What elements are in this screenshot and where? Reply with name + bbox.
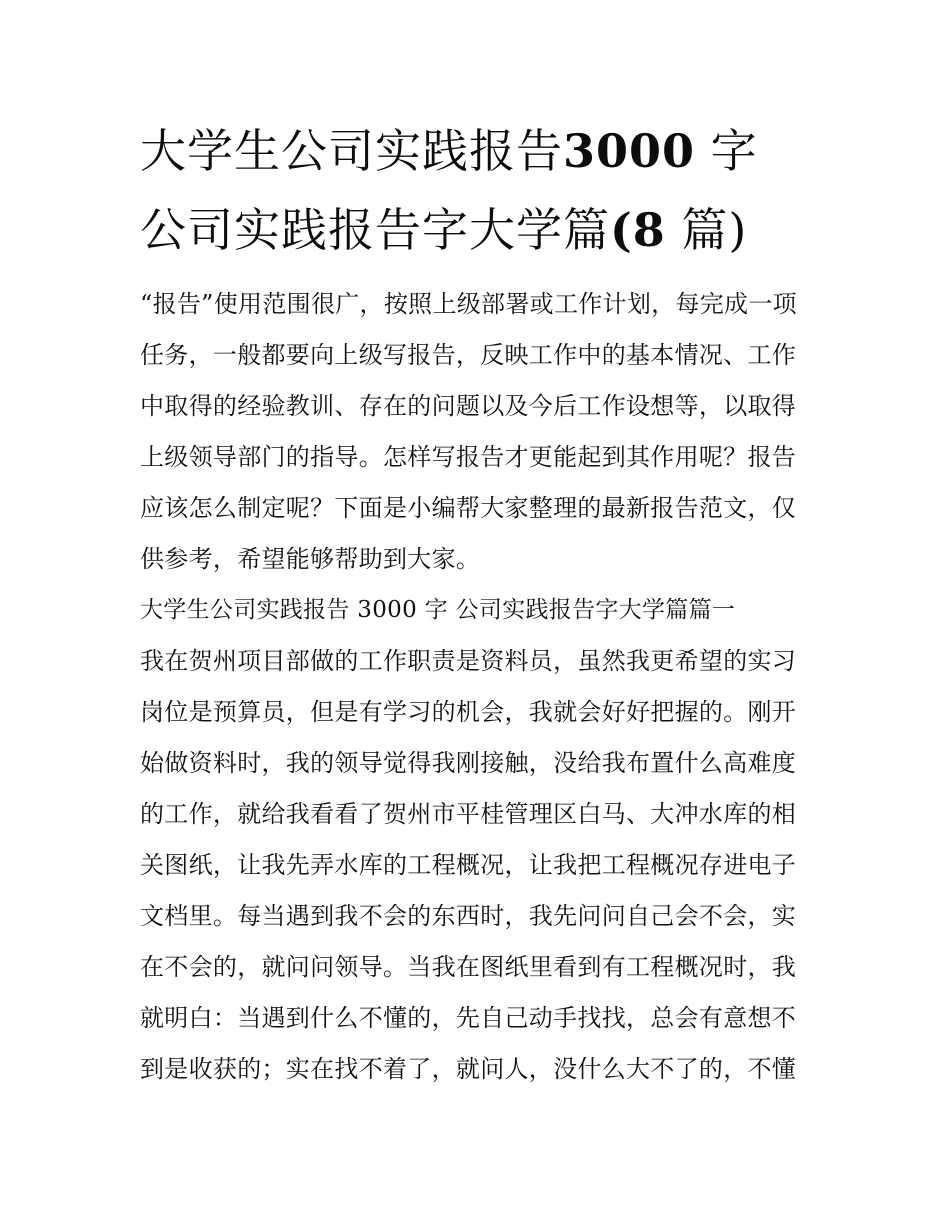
intro-line: “报告”使用范围很广，按照上级部署或工作计划，每完成一项 — [140, 290, 797, 318]
document-body — [140, 279, 820, 1095]
section-line: 文档里。每当遇到我不会的东西时，我先问问自己会不会，实 — [140, 902, 797, 930]
intro-line: 任务，一般都要向上级写报告，反映工作中的基本情况、工作 — [140, 341, 797, 369]
intro-line: 上级领导部门的指导。怎样写报告才更能起到其作用呢？报告 — [140, 443, 797, 471]
intro-line: 供参考，希望能够帮助到大家。 — [140, 545, 481, 573]
section-paragraph — [140, 636, 820, 1095]
section-line: 在不会的，就问问领导。当我在图纸里看到有工程概况时，我 — [140, 953, 797, 981]
title-line-2-suffix: 篇) — [665, 203, 748, 257]
section-line: 我在贺州项目部做的工作职责是资料员，虽然我更希望的实习 — [140, 647, 797, 675]
title-line-2-paren: (8 — [610, 203, 666, 257]
document-title — [140, 112, 820, 270]
title-line-1-prefix: 大学生公司实践报告 — [140, 124, 563, 178]
intro-line: 中取得的经验教训、存在的问题以及今后工作设想等，以取得 — [140, 392, 797, 420]
section-line: 就明白：当遇到什么不懂的，先自己动手找找，总会有意想不 — [140, 1004, 797, 1032]
section-line: 到是收获的；实在找不着了，就问人，没什么大不了的，不懂 — [140, 1055, 797, 1083]
section-line: 始做资料时，我的领导觉得我刚接触，没给我布置什么高难度 — [140, 749, 797, 777]
section-line: 岗位是预算员，但是有学习的机会，我就会好好把握的。刚开 — [140, 698, 797, 726]
title-line-2 — [140, 191, 820, 270]
title-line-2-prefix: 公司实践报告字大学篇 — [140, 203, 610, 257]
intro-line: 应该怎么制定呢？下面是小编帮大家整理的最新报告范文，仅 — [140, 494, 797, 522]
intro-paragraph — [140, 279, 820, 585]
title-line-1-number: 3000 — [563, 124, 696, 178]
section-line: 关图纸，让我先弄水库的工程概况，让我把工程概况存进电子 — [140, 851, 797, 879]
section-line: 的工作，就给我看看了贺州市平桂管理区白马、大冲水库的相 — [140, 800, 797, 828]
title-line-1-suffix: 字 — [695, 124, 758, 178]
title-line-1 — [140, 112, 820, 191]
section-heading: 大学生公司实践报告 3000 字 公司实践报告字大学篇篇一 — [140, 597, 736, 623]
